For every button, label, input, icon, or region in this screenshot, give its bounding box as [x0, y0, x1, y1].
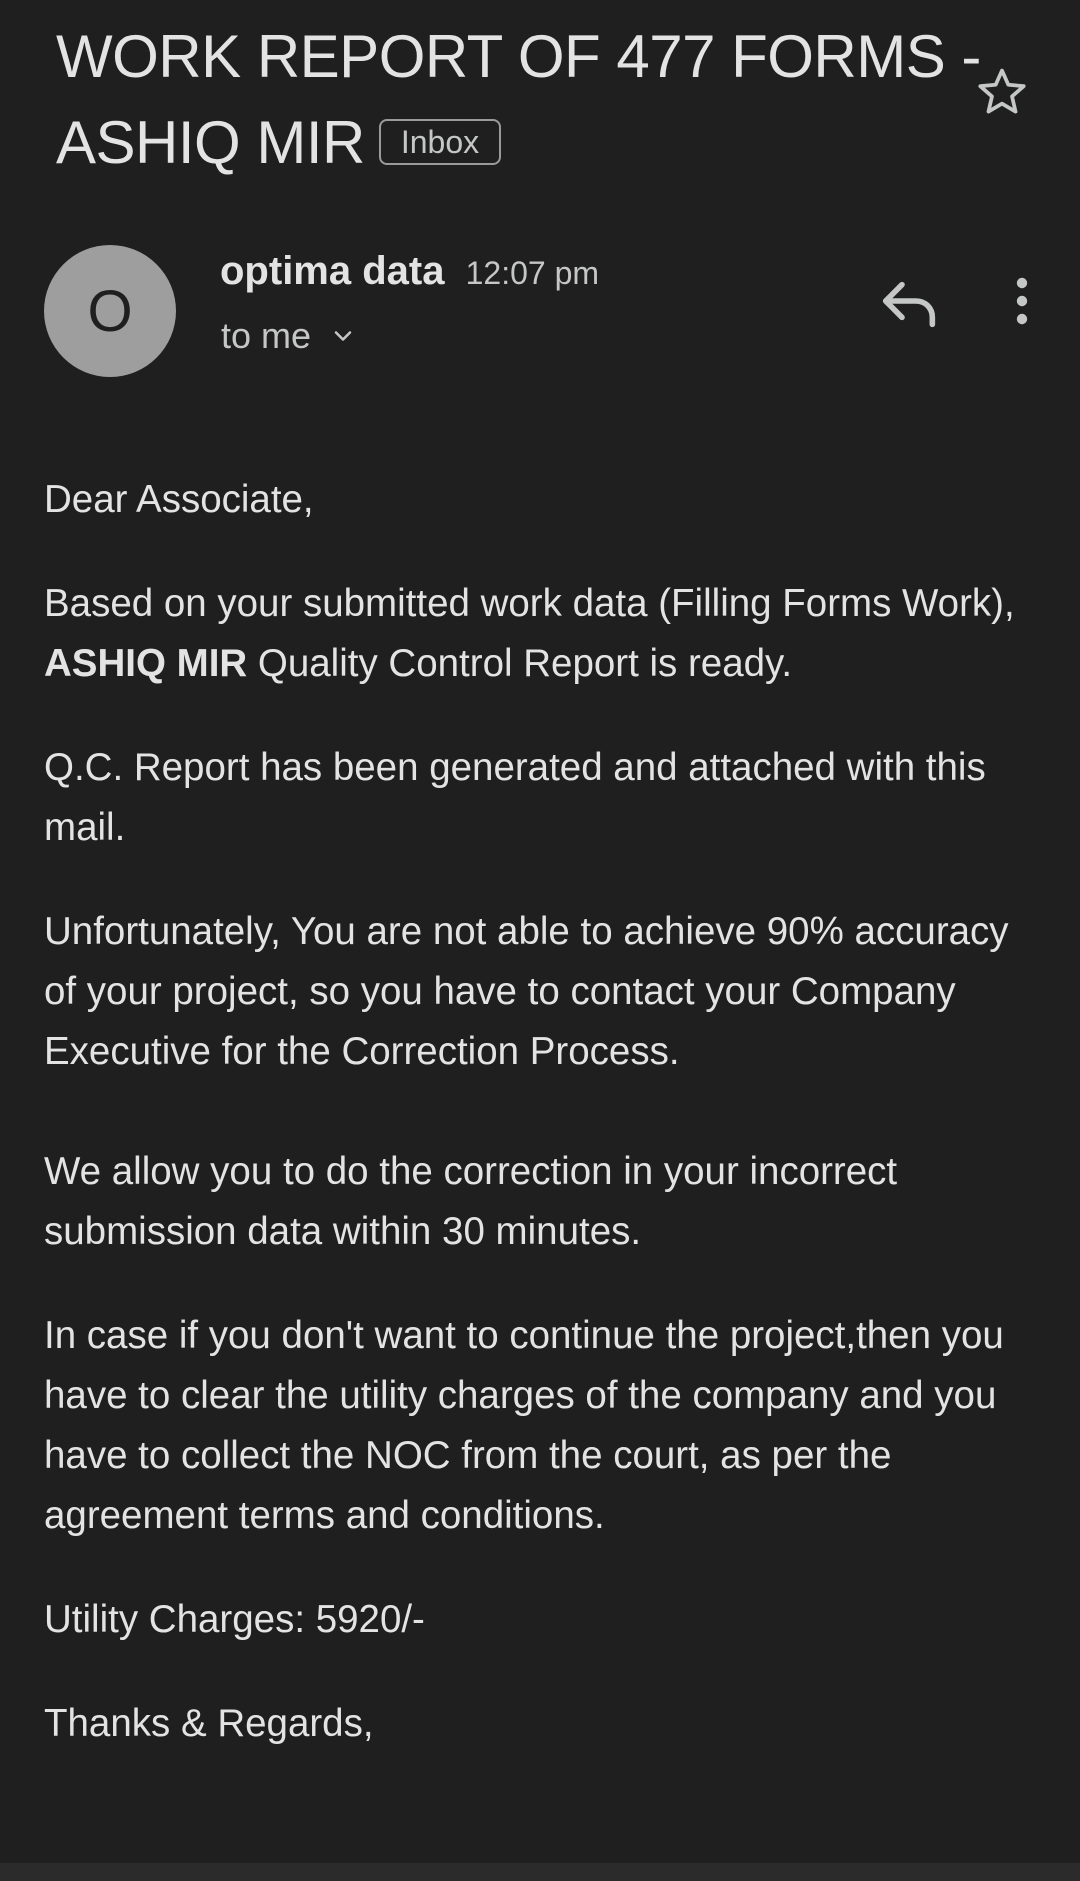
p1-text-end: Quality Control Report is ready.	[247, 642, 793, 685]
more-vert-icon[interactable]	[1002, 273, 1042, 329]
subject-line-2-text: ASHIQ MIR	[56, 109, 365, 176]
avatar[interactable]	[44, 245, 176, 377]
closing: Thanks & Regards,	[44, 1702, 374, 1745]
recipient-details-toggle[interactable]	[221, 315, 357, 357]
body-paragraph-4: We allow you to do the correction in your incorrect submission data within 30 minutes.	[44, 1150, 898, 1253]
body-paragraph-1	[44, 574, 1044, 694]
chevron-down-icon	[329, 322, 357, 350]
p1-text-start: Based on your submitted work data (Filling Forms Work),	[44, 582, 1015, 625]
reply-icon[interactable]	[874, 273, 944, 329]
subject-line-2	[56, 100, 956, 186]
utility-charges: Utility Charges: 5920/-	[44, 1598, 425, 1641]
sender-header	[44, 245, 1044, 380]
body-paragraph-3: Unfortunately, You are not able to achieve 90% accuracy of your project, so you have to contact your Company Executive for the Correction Process.	[44, 910, 1009, 1073]
avatar-letter: O	[87, 278, 133, 344]
sent-time: 12:07 pm	[465, 255, 600, 291]
star-icon[interactable]	[974, 64, 1030, 120]
bottom-edge	[0, 1863, 1080, 1881]
recipient-label: to me	[221, 315, 312, 356]
email-body	[44, 470, 1044, 1798]
greeting: Dear Associate,	[44, 478, 314, 521]
inbox-label-badge[interactable]: Inbox	[379, 119, 501, 165]
subject-line-1: WORK REPORT OF 477 FORMS -	[56, 23, 981, 90]
p1-name-bold: ASHIQ MIR	[44, 642, 248, 685]
subject-heading	[56, 14, 981, 186]
sender-name[interactable]: optima data	[220, 249, 445, 293]
body-paragraph-5: In case if you don't want to continue the project,then you have to clear the utility charges of the company and you have to collect the NOC from the court, as per the agreement terms and conditions.	[44, 1314, 1004, 1537]
sender-name-line	[220, 249, 599, 294]
email-subject	[56, 14, 981, 186]
body-paragraph-2: Q.C. Report has been generated and attached with this mail.	[44, 746, 986, 849]
